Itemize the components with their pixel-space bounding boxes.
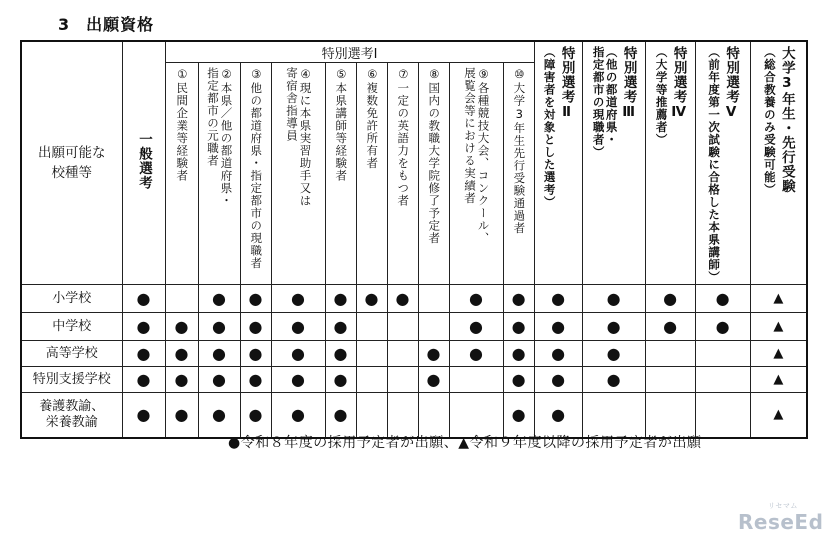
circle-mark: ● — [122, 393, 165, 438]
table-row — [21, 285, 807, 313]
section-number: 3 — [58, 15, 71, 34]
empty-cell — [387, 367, 418, 393]
empty-cell — [387, 313, 418, 341]
empty-cell — [356, 313, 387, 341]
circle-mark: ● — [325, 341, 356, 367]
circle-mark: ● — [325, 393, 356, 438]
header-special-1-col-3 — [240, 63, 271, 285]
header-special-1-col-label: ⑧国内の教職大学院修了予定者 — [427, 67, 442, 245]
circle-mark: ● — [122, 313, 165, 341]
header-special-1-col-6 — [356, 63, 387, 285]
header-special-1-col-label: ⑤本県講師等経験者 — [334, 67, 349, 182]
triangle-mark: ▲ — [750, 313, 807, 341]
circle-mark: ● — [582, 285, 645, 313]
circle-mark: ● — [122, 367, 165, 393]
circle-mark: ● — [198, 285, 240, 313]
eligibility-table — [20, 40, 808, 439]
table-row — [21, 341, 807, 367]
circle-mark: ● — [198, 313, 240, 341]
empty-cell — [695, 367, 750, 393]
header-special-1: 特別選考Ⅰ — [165, 41, 534, 63]
empty-cell — [449, 367, 503, 393]
table-row — [21, 393, 807, 438]
circle-mark: ● — [271, 313, 325, 341]
header-special-1-col-label: ②本県／他の都道府県・ 指定都市の元職者 — [206, 67, 234, 207]
table-row — [21, 367, 807, 393]
empty-cell — [645, 393, 695, 438]
header-special-1-col-2 — [198, 63, 240, 285]
header-special-1-col-label: ⑩大学3年生先行受験通過者 — [512, 67, 527, 235]
circle-mark: ● — [449, 285, 503, 313]
circle-mark: ● — [449, 313, 503, 341]
circle-mark: ● — [325, 313, 356, 341]
circle-mark: ● — [240, 313, 271, 341]
triangle-mark: ▲ — [750, 341, 807, 367]
circle-mark: ● — [356, 285, 387, 313]
triangle-mark: ▲ — [750, 285, 807, 313]
circle-mark: ● — [165, 341, 198, 367]
empty-cell — [418, 285, 449, 313]
circle-mark: ● — [271, 341, 325, 367]
header-special-1-col-5 — [325, 63, 356, 285]
header-special-3: 特別選考Ⅲ （他の都道府県・ 指定都市の現職者） — [582, 41, 645, 285]
circle-mark: ● — [534, 313, 582, 341]
header-special-1-col-1 — [165, 63, 198, 285]
header-special-1-col-label: ⑥複数免許所有者 — [365, 67, 380, 170]
circle-mark: ● — [449, 341, 503, 367]
section-title — [58, 12, 154, 35]
legend: ●令和８年度の採用予定者が出願、▲令和９年度以降の採用予定者が出願 — [228, 435, 702, 451]
empty-cell — [418, 393, 449, 438]
triangle-mark: ▲ — [750, 393, 807, 438]
circle-mark: ● — [271, 285, 325, 313]
header-special-5: 特別選考Ⅴ （前年度第一次試験に合格した本県講師） — [695, 41, 750, 285]
header-special-1-col-7 — [387, 63, 418, 285]
circle-mark: ● — [165, 313, 198, 341]
circle-mark: ● — [503, 341, 534, 367]
section-heading: 出願資格 — [86, 15, 155, 34]
empty-cell — [695, 393, 750, 438]
header-special-1-col-label: ③他の都道府県・指定都市の現職者 — [249, 67, 264, 270]
empty-cell — [418, 313, 449, 341]
watermark-logo: ReseEd リセマム — [738, 502, 824, 534]
circle-mark: ● — [534, 341, 582, 367]
header-general: 一般選考 — [122, 41, 165, 285]
circle-mark: ● — [325, 285, 356, 313]
circle-mark: ● — [503, 285, 534, 313]
circle-mark: ● — [645, 285, 695, 313]
row-label: 高等学校 — [21, 341, 122, 367]
header-special-1-col-8 — [418, 63, 449, 285]
header-special-1-col-label: ④現に本県実習助手又は 寄宿舎指導員 — [285, 67, 313, 207]
circle-mark: ● — [582, 313, 645, 341]
circle-mark: ● — [240, 341, 271, 367]
empty-cell — [645, 341, 695, 367]
circle-mark: ● — [271, 393, 325, 438]
header-school-type: 出願可能な 校種等 — [21, 41, 122, 285]
empty-cell — [387, 393, 418, 438]
circle-mark: ● — [271, 367, 325, 393]
empty-cell — [165, 285, 198, 313]
row-label: 特別支援学校 — [21, 367, 122, 393]
circle-mark: ● — [165, 393, 198, 438]
circle-mark: ● — [387, 285, 418, 313]
circle-mark: ● — [122, 341, 165, 367]
header-special-1-col-9 — [449, 63, 503, 285]
circle-mark: ● — [534, 285, 582, 313]
empty-cell — [387, 341, 418, 367]
circle-mark: ● — [165, 367, 198, 393]
circle-mark: ● — [503, 367, 534, 393]
circle-mark: ● — [695, 285, 750, 313]
circle-mark: ● — [325, 367, 356, 393]
circle-mark: ● — [198, 367, 240, 393]
header-special-1-col-10 — [503, 63, 534, 285]
empty-cell — [695, 341, 750, 367]
header-special-1-col-label: ①民間企業等経験者 — [175, 67, 190, 182]
row-label: 小学校 — [21, 285, 122, 313]
header-special-2: 特別選考Ⅱ （障害者を対象とした選考） — [534, 41, 582, 285]
header-special-1-col-label: ⑦一定の英語力をもつ者 — [396, 67, 411, 207]
circle-mark: ● — [645, 313, 695, 341]
circle-mark: ● — [582, 367, 645, 393]
circle-mark: ● — [534, 393, 582, 438]
row-label: 養護教諭、 栄養教諭 — [21, 393, 122, 438]
empty-cell — [449, 393, 503, 438]
circle-mark: ● — [198, 393, 240, 438]
circle-mark: ● — [503, 313, 534, 341]
circle-mark: ● — [198, 341, 240, 367]
circle-mark: ● — [534, 367, 582, 393]
empty-cell — [645, 367, 695, 393]
row-label: 中学校 — [21, 313, 122, 341]
triangle-mark: ▲ — [750, 367, 807, 393]
empty-cell — [356, 393, 387, 438]
header-special-1-col-4 — [271, 63, 325, 285]
circle-mark: ● — [240, 285, 271, 313]
circle-mark: ● — [122, 285, 165, 313]
table-row — [21, 313, 807, 341]
circle-mark: ● — [695, 313, 750, 341]
header-special-1-col-label: ⑨各種競技大会、コンクール、 展覧会等における実績者 — [463, 67, 491, 245]
circle-mark: ● — [418, 367, 449, 393]
header-special-4: 特別選考Ⅳ （大学等推薦者） — [645, 41, 695, 285]
circle-mark: ● — [418, 341, 449, 367]
empty-cell — [582, 393, 645, 438]
header-advance-exam: 大学3年生・先行受験 （総合教養のみ受験可能） — [750, 41, 807, 285]
circle-mark: ● — [582, 341, 645, 367]
circle-mark: ● — [503, 393, 534, 438]
empty-cell — [356, 341, 387, 367]
circle-mark: ● — [240, 393, 271, 438]
empty-cell — [356, 367, 387, 393]
circle-mark: ● — [240, 367, 271, 393]
